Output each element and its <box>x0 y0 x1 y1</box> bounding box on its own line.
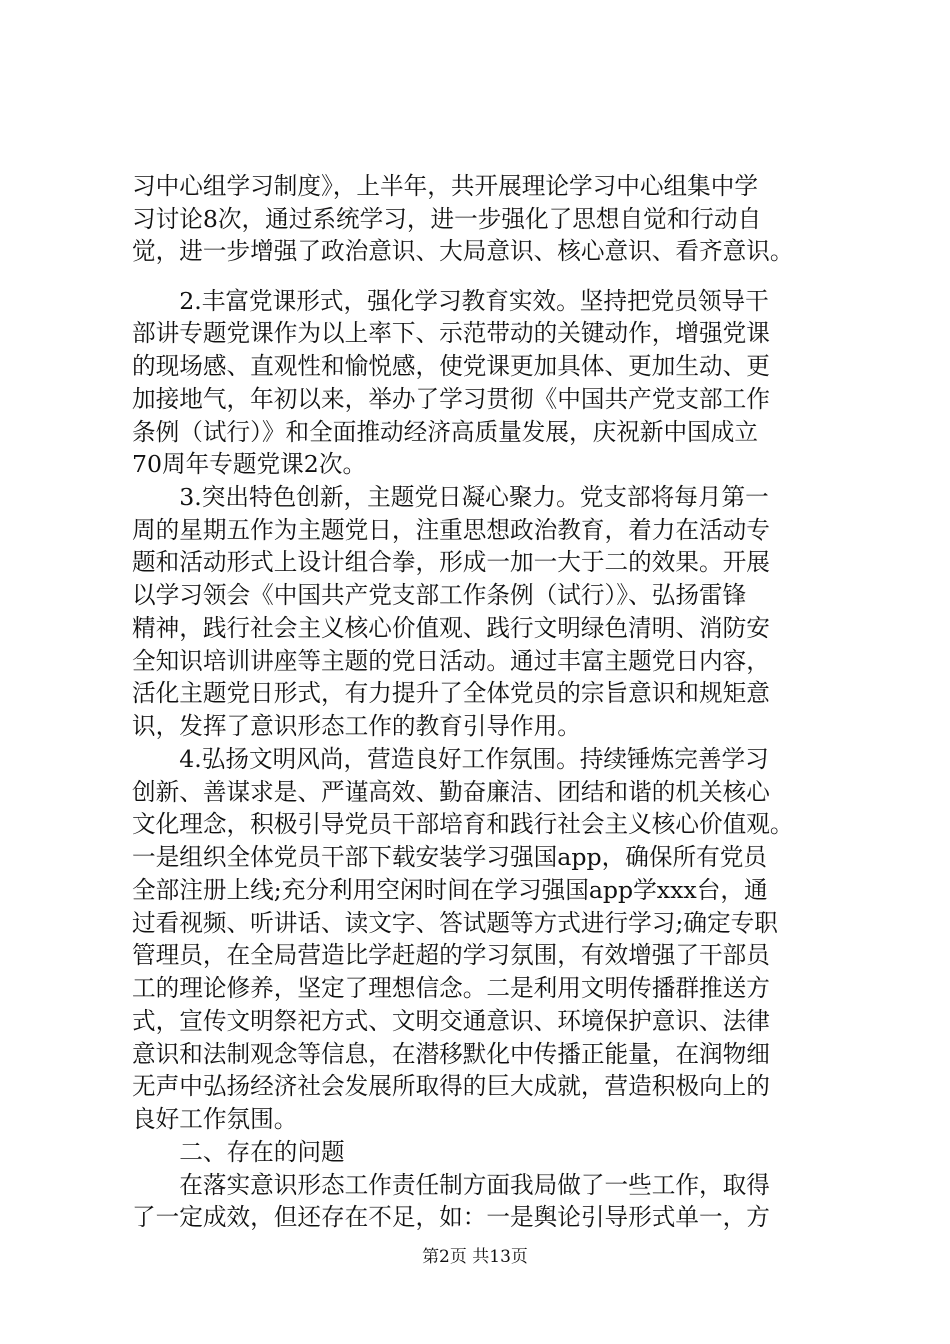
text-line: 精神，践行社会主义核心价值观、践行文明绿色清明、消防安 <box>132 613 770 642</box>
section-heading: 二、存在的问题 <box>132 1137 345 1166</box>
text-line: 以学习领会《中国共产党支部工作条例（试行）》、弘扬雷锋 <box>132 581 747 610</box>
text-line: 习讨论8次，通过系统学习，进一步强化了思想自觉和行动自 <box>132 204 762 233</box>
text-line: 条例（试行）》和全面推动经济高质量发展，庆祝新中国成立 <box>132 417 759 446</box>
text-line: 习中心组学习制度》，上半年，共开展理论学习中心组集中学 <box>132 172 759 200</box>
text-line: 3.突出特色创新，主题党日凝心聚力。党支部将每月第一 <box>132 483 769 511</box>
text-line: 工的理论修养，坚定了理想信念。二是利用文明传播群推送方 <box>132 974 770 1003</box>
text-line: 70周年专题党课2次。 <box>132 450 367 479</box>
text-line: 式，宣传文明祭祀方式、文明交通意识、环境保护意识、法律 <box>132 1006 770 1035</box>
text-line: 活化主题党日形式，有力提升了全体党员的宗旨意识和规矩意 <box>132 679 770 708</box>
text-line: 良好工作氛围。 <box>132 1105 298 1134</box>
text-line: 文化理念，积极引导党员干部培育和践行社会主义核心价值观。 <box>132 810 794 839</box>
text-line: 部讲专题党课作为以上率下、示范带动的关键动作，增强党课 <box>132 319 770 348</box>
text-line: 的现场感、直观性和愉悦感，使党课更加具体、更加生动、更 <box>132 352 770 381</box>
text-line: 题和活动形式上设计组合拳，形成一加一大于二的效果。开展 <box>132 548 770 577</box>
text-line: 觉，进一步增强了政治意识、大局意识、核心意识、看齐意识。 <box>132 237 794 266</box>
text-line: 意识和法制观念等信息，在潜移默化中传播正能量，在润物细 <box>132 1039 770 1068</box>
text-line: 全知识培训讲座等主题的党日活动。通过丰富主题党日内容， <box>132 646 770 675</box>
text-line: 识，发挥了意识形态工作的教育引导作用。 <box>132 712 581 741</box>
text-line: 过看视频、听讲话、读文字、答试题等方式进行学习;确定专职 <box>132 908 778 937</box>
text-line: 加接地气，年初以来，举办了学习贯彻《中国共产党支部工作 <box>132 384 770 413</box>
text-line: 一是组织全体党员干部下载安装学习强国app，确保所有党员 <box>132 843 767 872</box>
page-number: 第2页 共13页 <box>422 1247 528 1267</box>
text-line: 4.弘扬文明风尚，营造良好工作氛围。持续锤炼完善学习 <box>132 744 769 773</box>
text-line: 管理员，在全局营造比学赶超的学习氛围，有效增强了干部员 <box>132 941 770 970</box>
text-line: 无声中弘扬经济社会发展所取得的巨大成就，营造积极向上的 <box>132 1072 770 1101</box>
text-line: 在落实意识形态工作责任制方面我局做了一些工作，取得 <box>132 1170 770 1199</box>
text-line: 2.丰富党课形式，强化学习教育实效。坚持把党员领导干 <box>132 286 769 315</box>
text-line: 周的星期五作为主题党日，注重思想政治教育，着力在活动专 <box>132 515 770 544</box>
text-line: 全部注册上线;充分利用空闲时间在学习强国app学xxx台，通 <box>132 875 768 904</box>
text-line: 创新、善谋求是、严谨高效、勤奋廉洁、团结和谐的机关核心 <box>132 777 770 806</box>
text-line: 了一定成效，但还存在不足，如：一是舆论引导形式单一，方 <box>132 1203 770 1232</box>
